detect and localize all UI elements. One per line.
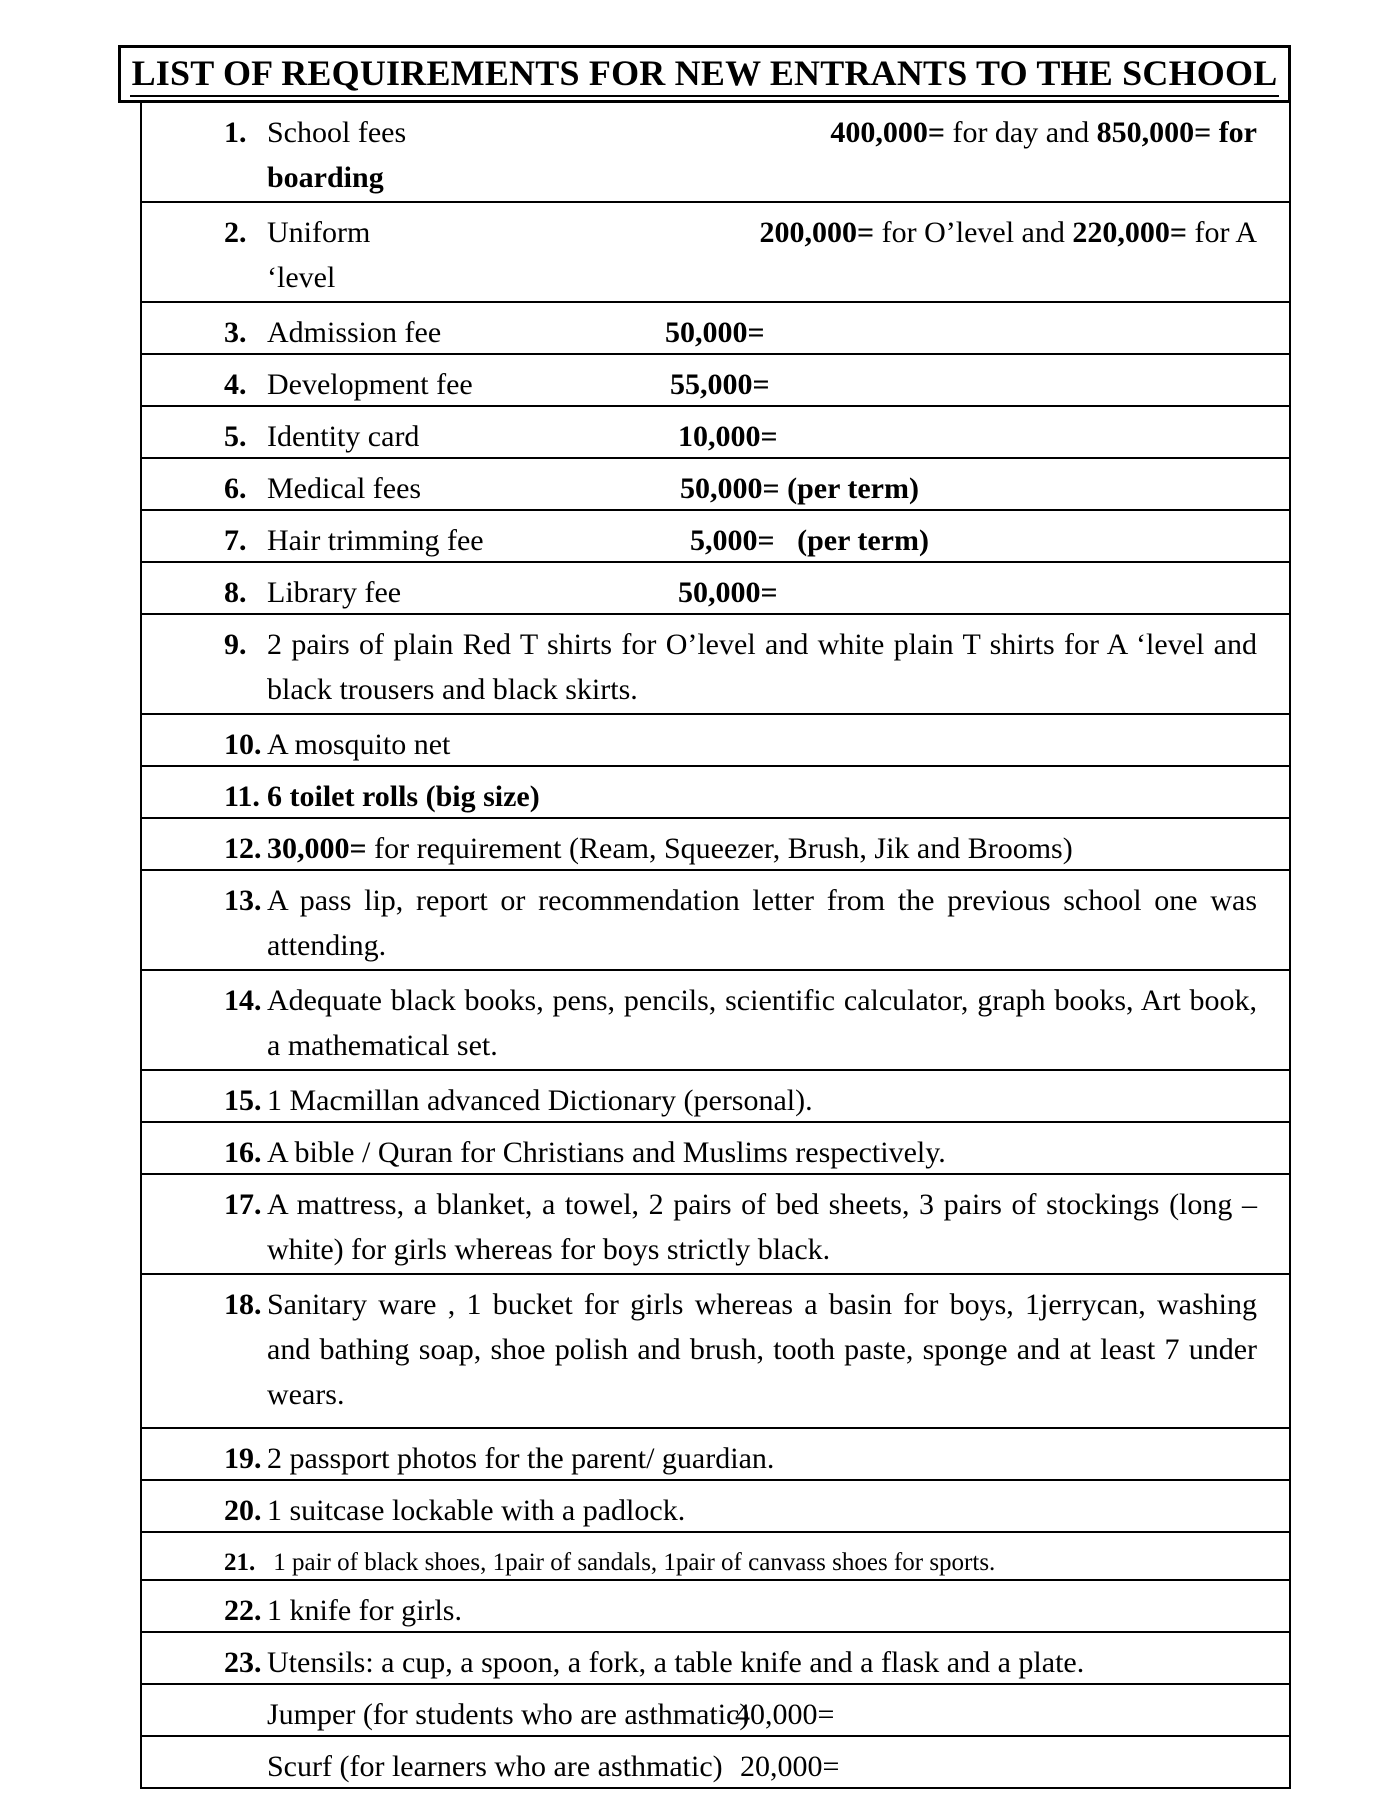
text-segment: 10,000= [678, 420, 778, 453]
text-segment: Adequate black books, pens, pencils, scientific calculator, graph books, Art book, a mathematical set. [267, 984, 1265, 1062]
requirement-row [142, 407, 1289, 459]
requirement-row [142, 1275, 1289, 1429]
requirement-row [142, 971, 1289, 1071]
requirement-row [142, 615, 1289, 715]
row-label: Medical fees [267, 472, 422, 505]
row-label: Hair trimming fee [267, 524, 484, 557]
requirement-row [142, 203, 1289, 303]
text-segment: 1 knife for girls. [267, 1594, 462, 1627]
document-title: LIST OF REQUIREMENTS FOR NEW ENTRANTS TO THE SCHOOL [130, 52, 1280, 102]
text-segment: 55,000= [670, 368, 770, 401]
row-text [267, 1436, 1257, 1481]
requirement-row [142, 1533, 1289, 1581]
text-segment: 220,000= [1072, 216, 1187, 249]
requirement-row [142, 1737, 1289, 1789]
row-amount [680, 466, 919, 511]
row-text [267, 722, 1257, 767]
row-label: Library fee [267, 576, 402, 609]
row-number: 4. [224, 368, 247, 401]
text-segment: 2 passport photos for the parent/ guardian. [267, 1442, 775, 1475]
text-segment: boarding [267, 161, 384, 194]
row-text [267, 978, 1265, 1068]
row-number: 21. [224, 1549, 256, 1576]
requirement-row [142, 1123, 1289, 1175]
row-number: 17. [224, 1188, 262, 1221]
text-segment: 400,000= [830, 116, 945, 149]
row-number: 14. [224, 984, 262, 1017]
text-segment: 30,000= [267, 832, 367, 865]
row-text [267, 1488, 1257, 1533]
requirement-row [142, 871, 1289, 971]
row-number: 5. [224, 420, 247, 453]
text-segment: Sanitary ware , 1 bucket for girls whereas a basin for boys, 1jerrycan, washing and bathing soap, shoe polish and brush, tooth paste, sponge and at least 7 under wears. [267, 1288, 1265, 1411]
row-text [267, 1182, 1265, 1272]
row-amount [760, 210, 1257, 255]
row-amount [690, 518, 929, 563]
row-number: 2. [224, 216, 247, 249]
text-segment: 50,000= [678, 576, 778, 609]
row-amount [670, 362, 770, 407]
row-text [267, 1540, 1257, 1585]
text-segment: 20,000= [740, 1750, 840, 1783]
row-amount [830, 110, 1257, 155]
row-amount [740, 1744, 839, 1789]
requirement-row [142, 563, 1289, 615]
row-number: 15. [224, 1084, 262, 1117]
requirement-row [142, 1071, 1289, 1123]
requirement-row [142, 303, 1289, 355]
row-label: School fees [267, 116, 407, 149]
text-segment: 850,000= [1096, 116, 1212, 149]
text-segment: 5,000= (per term) [690, 524, 929, 557]
row-label: Identity card [267, 420, 420, 453]
row-label: Development fee [267, 368, 473, 401]
requirement-row [142, 767, 1289, 819]
text-segment: 40,000= [735, 1698, 835, 1731]
row-text [267, 1130, 1257, 1175]
requirement-row [142, 1429, 1289, 1481]
text-segment: 1 Macmillan advanced Dictionary (personal). [267, 1084, 813, 1117]
row-text [267, 826, 1257, 871]
row-label: Admission fee [267, 316, 442, 349]
row-text [267, 878, 1265, 968]
text-segment: Utensils: a cup, a spoon, a fork, a table knife and a flask and a plate. [267, 1646, 1085, 1679]
row-text [267, 1282, 1265, 1417]
text-segment: for A [1187, 216, 1257, 249]
row-number: 1. [224, 116, 247, 149]
row-number: 11. [224, 780, 260, 813]
title-box [118, 45, 1291, 103]
requirement-row [142, 1581, 1289, 1633]
row-number: 3. [224, 316, 247, 349]
text-segment: 1 pair of black shoes, 1pair of sandals, 1pair of canvass shoes for sports. [267, 1549, 996, 1576]
row-number: 7. [224, 524, 247, 557]
text-segment: 6 toilet rolls (big size) [267, 780, 540, 813]
row-amount [665, 310, 765, 355]
row-amount [678, 570, 778, 615]
row-number: 10. [224, 728, 262, 761]
requirement-row [142, 511, 1289, 563]
text-segment: A mosquito net [267, 728, 451, 761]
row-label: Scurf (for learners who are asthmatic) [267, 1750, 723, 1783]
row-text [267, 774, 1257, 819]
text-segment: ‘level [267, 261, 336, 294]
requirement-row [142, 1685, 1289, 1737]
row-number: 22. [224, 1594, 262, 1627]
row-label: Jumper (for students who are asthmatic) [267, 1698, 750, 1731]
row-number: 20. [224, 1494, 262, 1527]
row-text [267, 1588, 1257, 1633]
row-line2 [267, 255, 1257, 300]
row-number: 16. [224, 1136, 262, 1169]
requirement-row [142, 355, 1289, 407]
text-segment: for O’level and [874, 216, 1073, 249]
text-segment: for [1211, 116, 1257, 149]
text-segment: 50,000= [665, 316, 765, 349]
row-number: 12. [224, 832, 262, 865]
requirement-row [142, 1481, 1289, 1533]
text-segment: 50,000= (per term) [680, 472, 919, 505]
text-segment: 200,000= [759, 216, 875, 249]
row-label: Uniform [267, 216, 371, 249]
row-line2 [267, 155, 1257, 200]
row-line1 [267, 110, 1257, 155]
row-amount [678, 414, 778, 459]
text-segment: A mattress, a blanket, a towel, 2 pairs of bed sheets, 3 pairs of stockings (long – white) for girls whereas for boys strictly black. [267, 1188, 1265, 1266]
text-segment: for requirement (Ream, Squeezer, Brush, Jik and Brooms) [366, 832, 1073, 865]
row-number: 18. [224, 1288, 262, 1321]
requirement-row [142, 715, 1289, 767]
row-number: 13. [224, 884, 262, 917]
requirement-row [142, 819, 1289, 871]
row-number: 6. [224, 472, 247, 505]
text-segment: A bible / Quran for Christians and Muslims respectively. [267, 1136, 946, 1169]
row-line1 [267, 210, 1257, 255]
requirement-row [142, 459, 1289, 511]
text-segment: 2 pairs of plain Red T shirts for O’level and white plain T shirts for A ‘level and black trousers and black skirts. [267, 628, 1265, 706]
row-text [267, 1640, 1257, 1685]
row-amount [735, 1692, 834, 1737]
row-number: 9. [224, 628, 247, 661]
row-number: 8. [224, 576, 247, 609]
row-text [267, 1078, 1257, 1123]
requirement-row [142, 1175, 1289, 1275]
requirements-table [140, 103, 1291, 1789]
requirement-row [142, 103, 1289, 203]
row-number: 19. [224, 1442, 262, 1475]
row-number: 23. [224, 1646, 262, 1679]
row-text [267, 622, 1265, 712]
requirement-row [142, 1633, 1289, 1685]
text-segment: for day and [944, 116, 1097, 149]
text-segment: 1 suitcase lockable with a padlock. [267, 1494, 686, 1527]
text-segment: A pass lip, report or recommendation letter from the previous school one was attending. [267, 884, 1265, 962]
